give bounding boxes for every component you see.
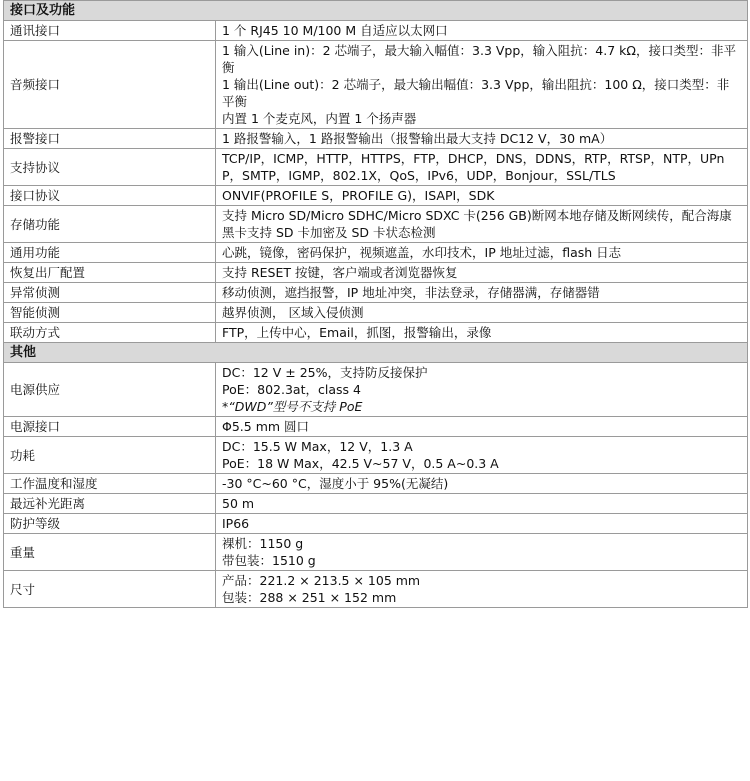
value-line: 心跳，镜像，密码保护，视频遮盖，水印技术，IP 地址过滤，flash 日志 bbox=[222, 245, 622, 260]
section-title: 接口及功能 bbox=[4, 1, 748, 21]
row-value bbox=[216, 263, 748, 283]
value-line: PoE：802.3at，class 4 bbox=[222, 382, 361, 397]
row-label: 尺寸 bbox=[4, 571, 216, 608]
row-value bbox=[216, 437, 748, 474]
row-label: 电源接口 bbox=[4, 417, 216, 437]
row-value bbox=[216, 186, 748, 206]
table-row bbox=[4, 263, 748, 283]
row-value bbox=[216, 129, 748, 149]
value-line: 1 输入(Line in)：2 芯端子，最大输入幅值：3.3 Vpp，输入阻抗：4.7 kΩ，接口类型：非平衡 bbox=[222, 43, 736, 75]
table-row bbox=[4, 243, 748, 263]
value-line: TCP/IP，ICMP，HTTP，HTTPS，FTP，DHCP，DNS，DDNS，RTP，RTSP，NTP，UPnP，SMTP，IGMP，802.1X，QoS，IPv6，UDP，Bonjour，SSL/TLS bbox=[222, 151, 725, 183]
value-line: 产品：221.2 × 213.5 × 105 mm bbox=[222, 573, 421, 588]
row-label: 音频接口 bbox=[4, 41, 216, 129]
footnote: *“DWD”型号不支持 PoE bbox=[222, 399, 363, 414]
row-value bbox=[216, 323, 748, 343]
row-label: 报警接口 bbox=[4, 129, 216, 149]
table-row bbox=[4, 186, 748, 206]
spec-table bbox=[3, 0, 748, 608]
row-label: 防护等级 bbox=[4, 514, 216, 534]
row-value bbox=[216, 417, 748, 437]
row-value bbox=[216, 571, 748, 608]
table-row bbox=[4, 514, 748, 534]
value-line: 支持 Micro SD/Micro SDHC/Micro SDXC 卡(256 GB)断网本地存储及断网续传，配合海康黑卡支持 SD 卡加密及 SD 卡状态检测 bbox=[222, 208, 732, 240]
row-value bbox=[216, 283, 748, 303]
row-label: 通用功能 bbox=[4, 243, 216, 263]
row-label: 工作温度和湿度 bbox=[4, 474, 216, 494]
row-value bbox=[216, 21, 748, 41]
value-line: 越界侦测， 区域入侵侦测 bbox=[222, 305, 364, 320]
value-line: 带包装：1510 g bbox=[222, 553, 316, 568]
value-line: 移动侦测，遮挡报警，IP 地址冲突，非法登录，存储器满，存储器错 bbox=[222, 285, 600, 300]
value-line: Φ5.5 mm 圆口 bbox=[222, 419, 310, 434]
table-row bbox=[4, 21, 748, 41]
spec-table-body bbox=[4, 1, 748, 608]
table-row bbox=[4, 149, 748, 186]
row-label: 通讯接口 bbox=[4, 21, 216, 41]
section-title: 其他 bbox=[4, 343, 748, 363]
row-label: 恢复出厂配置 bbox=[4, 263, 216, 283]
row-value bbox=[216, 149, 748, 186]
value-line: -30 °C~60 °C，湿度小于 95%(无凝结) bbox=[222, 476, 449, 491]
row-label: 功耗 bbox=[4, 437, 216, 474]
table-row bbox=[4, 41, 748, 129]
row-value bbox=[216, 206, 748, 243]
row-label: 智能侦测 bbox=[4, 303, 216, 323]
row-value bbox=[216, 303, 748, 323]
value-line: DC：12 V ± 25%，支持防反接保护 bbox=[222, 365, 428, 380]
value-line: 支持 RESET 按键，客户端或者浏览器恢复 bbox=[222, 265, 458, 280]
row-label: 最远补光距离 bbox=[4, 494, 216, 514]
value-line: PoE：18 W Max，42.5 V~57 V，0.5 A~0.3 A bbox=[222, 456, 499, 471]
row-label: 接口协议 bbox=[4, 186, 216, 206]
value-line: 50 m bbox=[222, 496, 255, 511]
value-line: 裸机：1150 g bbox=[222, 536, 304, 551]
table-row bbox=[4, 363, 748, 417]
row-value bbox=[216, 534, 748, 571]
row-label: 支持协议 bbox=[4, 149, 216, 186]
row-value bbox=[216, 41, 748, 129]
row-value bbox=[216, 243, 748, 263]
row-label: 电源供应 bbox=[4, 363, 216, 417]
table-row bbox=[4, 303, 748, 323]
table-row bbox=[4, 206, 748, 243]
row-label: 异常侦测 bbox=[4, 283, 216, 303]
table-row bbox=[4, 534, 748, 571]
table-row bbox=[4, 494, 748, 514]
row-value bbox=[216, 494, 748, 514]
table-row bbox=[4, 437, 748, 474]
value-line: FTP，上传中心，Email，抓图，报警输出，录像 bbox=[222, 325, 492, 340]
table-row bbox=[4, 283, 748, 303]
row-label: 存储功能 bbox=[4, 206, 216, 243]
value-line: 1 输出(Line out)：2 芯端子，最大输出幅值：3.3 Vpp，输出阻抗：100 Ω，接口类型：非平衡 bbox=[222, 77, 730, 109]
table-row bbox=[4, 571, 748, 608]
value-line: ONVIF(PROFILE S，PROFILE G)，ISAPI，SDK bbox=[222, 188, 495, 203]
row-value bbox=[216, 514, 748, 534]
section-header-row bbox=[4, 1, 748, 21]
table-row bbox=[4, 323, 748, 343]
table-row bbox=[4, 129, 748, 149]
section-header-row bbox=[4, 343, 748, 363]
row-label: 重量 bbox=[4, 534, 216, 571]
row-label: 联动方式 bbox=[4, 323, 216, 343]
row-value bbox=[216, 363, 748, 417]
table-row bbox=[4, 417, 748, 437]
value-line: 1 个 RJ45 10 M/100 M 自适应以太网口 bbox=[222, 23, 448, 38]
value-line: 内置 1 个麦克风，内置 1 个扬声器 bbox=[222, 111, 417, 126]
value-line: DC：15.5 W Max，12 V，1.3 A bbox=[222, 439, 413, 454]
value-line: 包装：288 × 251 × 152 mm bbox=[222, 590, 397, 605]
value-line: 1 路报警输入，1 路报警输出（报警输出最大支持 DC12 V，30 mA） bbox=[222, 131, 613, 146]
value-line: IP66 bbox=[222, 516, 250, 531]
row-value bbox=[216, 474, 748, 494]
table-row bbox=[4, 474, 748, 494]
